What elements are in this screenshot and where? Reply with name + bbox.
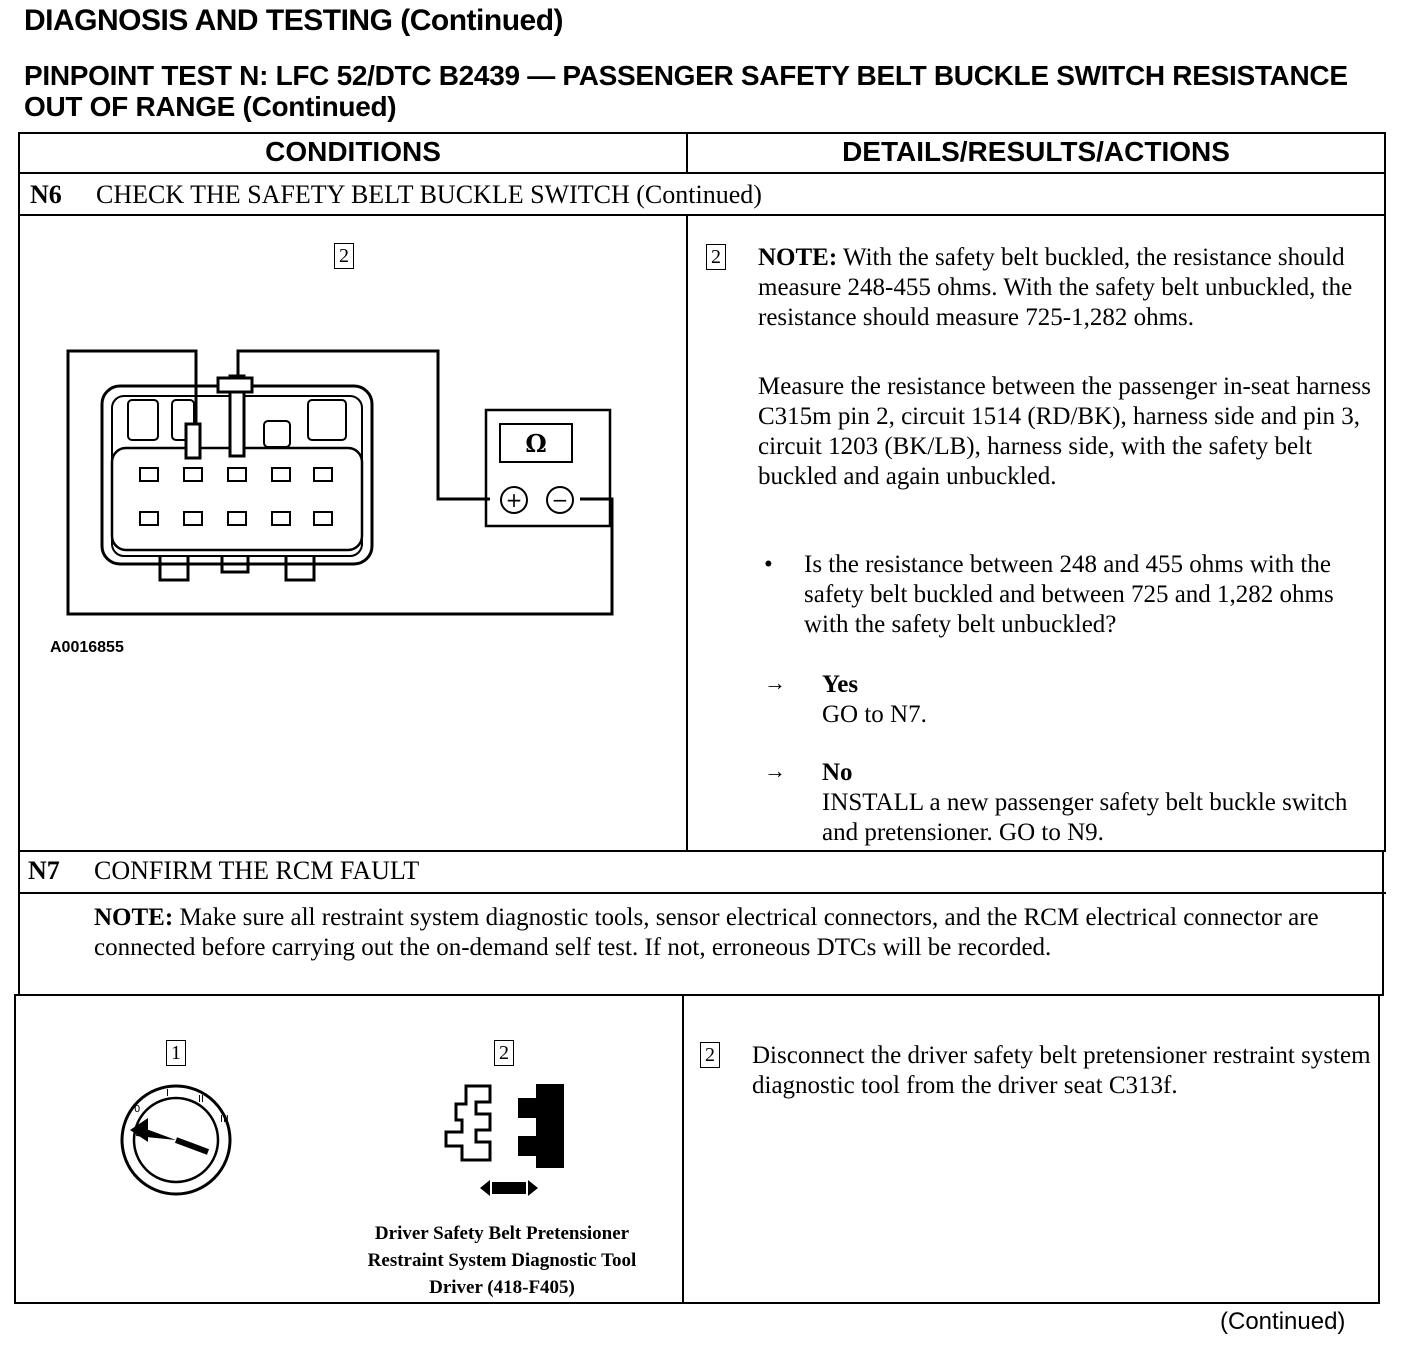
n7-note-label: NOTE:	[94, 904, 174, 931]
n6-figure-callout-number: 2	[334, 243, 354, 269]
tool-caption-line-1: Driver Safety Belt Pretensioner	[374, 1223, 630, 1244]
n7-step-number: N7	[28, 856, 60, 885]
n7-instruction: Disconnect the driver safety belt pretensioner restraint system diagnostic tool from the driver seat C313f.	[752, 1042, 1371, 1099]
n6-note-label: NOTE:	[758, 244, 838, 271]
connector-pin-block	[112, 448, 362, 550]
tool-caption	[330, 1220, 674, 1301]
page-title: DIAGNOSIS AND TESTING (Continued)	[24, 4, 564, 37]
n7-callout-1-number: 1	[166, 1040, 186, 1066]
table-right-border-mid	[1382, 850, 1384, 996]
column-divider-n6	[686, 214, 688, 852]
yes-label: Yes	[822, 671, 859, 698]
header-row-divider	[18, 172, 1386, 174]
n7-note-text: Make sure all restraint system diagnostic tools, sensor electrical connectors, and the RCM electrical connector are connected before carrying out the on-demand self test. If not, erroneous DTCs will be recorded.	[94, 904, 1319, 961]
n6-step-title: CHECK THE SAFETY BELT BUCKLE SWITCH (Continued)	[96, 180, 762, 209]
n7-header-top-divider	[18, 850, 1386, 852]
ohmmeter-plus-label: +	[505, 488, 523, 512]
n6-step-header	[30, 180, 762, 210]
n6-detail-callout	[706, 244, 726, 270]
svg-text:I: I	[166, 1088, 169, 1099]
n6-note	[758, 243, 1372, 333]
svg-text:II: II	[198, 1094, 204, 1105]
n7-callout-2-number: 2	[494, 1040, 514, 1066]
no-label: No	[822, 759, 853, 786]
yes-action: GO to N7.	[822, 701, 927, 728]
n6-question: Is the resistance between 248 and 455 ohms with the safety belt buckled and between 725 and 1,282 ohms with the safety belt unbuckled?	[804, 551, 1334, 638]
details-column-header: DETAILS/RESULTS/ACTIONS	[842, 136, 1230, 167]
svg-text:III: III	[220, 1114, 229, 1125]
n7-callout-1	[166, 1040, 186, 1066]
n7-step-title: CONFIRM THE RCM FAULT	[94, 856, 420, 885]
n7-detail-callout-number: 2	[700, 1042, 720, 1068]
n7-callout-2	[494, 1040, 514, 1066]
diagnostic-tool-connector-icon	[432, 1076, 582, 1206]
n7-note-divider	[14, 994, 1384, 996]
n7-step-header	[28, 856, 419, 886]
figure-code: A0016855	[50, 639, 124, 656]
connector-bottom-tabs	[160, 556, 314, 580]
pinpoint-test-title: PINPOINT TEST N: LFC 52/DTC B2439 — PASSENGER SAFETY BELT BUCKLE SWITCH RESISTANCE OUT OF RANGE (Continued)	[24, 60, 1348, 122]
table-top-border	[18, 132, 1386, 134]
n6-instruction: Measure the resistance between the passenger in-seat harness C315m pin 2, circuit 1514 (RD/BK), harness side and pin 3, circuit 1203 (BK/LB), harness side, with the safety belt buckled and again unbuckled.	[758, 373, 1371, 490]
n6-question-bullet: •	[764, 551, 773, 578]
table-right-border-bottom	[1378, 994, 1380, 1304]
negative-lead-wire	[68, 351, 612, 614]
table-bottom-border	[14, 1302, 1380, 1304]
tool-caption-line-2: Restraint System Diagnostic Tool	[367, 1250, 637, 1271]
no-action: INSTALL a new passenger safety belt buckle switch and pretensioner. GO to N9.	[822, 789, 1348, 846]
n6-note-text: With the safety belt buckled, the resistance should measure 248-455 ohms. With the safety belt unbuckled, the resistance should measure 725-1,282 ohms.	[758, 244, 1353, 331]
n6-detail-callout-number: 2	[706, 244, 726, 270]
ignition-switch-icon	[108, 1080, 248, 1200]
n7-detail-callout	[700, 1042, 720, 1068]
connector-resistance-diagram	[20, 216, 680, 836]
table-right-border-top	[1384, 132, 1386, 852]
svg-text:0: 0	[134, 1104, 141, 1115]
conditions-column-header: CONDITIONS	[265, 136, 441, 167]
n7-title-divider	[18, 892, 1386, 894]
ohmmeter-symbol: Ω	[525, 429, 547, 458]
n6-step-number: N6	[30, 180, 62, 209]
table-left-border-mid	[18, 850, 20, 996]
table-left-border-bottom	[14, 994, 16, 1304]
column-divider-n7	[682, 994, 684, 1304]
probe-left	[186, 424, 200, 458]
tool-caption-line-3: Driver (418-F405)	[429, 1277, 575, 1298]
yes-arrow-icon: →	[764, 670, 786, 695]
continued-footer: (Continued)	[1220, 1308, 1346, 1335]
n7-note	[94, 903, 1380, 963]
ohmmeter-minus-label: −	[551, 488, 569, 512]
no-arrow-icon: →	[764, 758, 786, 783]
